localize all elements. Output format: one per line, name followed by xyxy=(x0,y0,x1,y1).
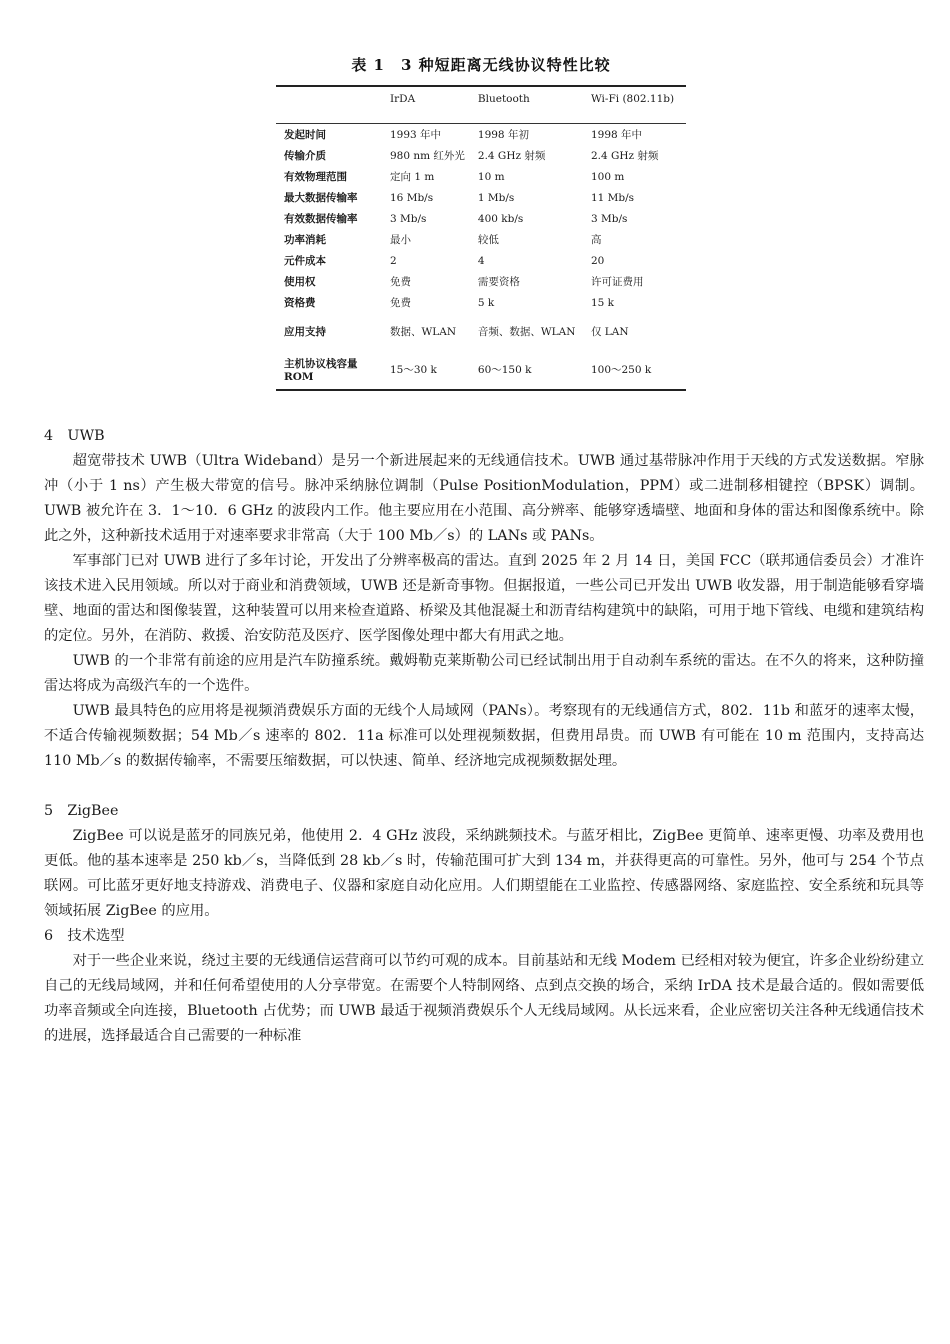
row-label: 功率消耗 xyxy=(284,234,326,246)
table-cell: 1993 年中 xyxy=(390,129,442,141)
table-row xyxy=(276,292,686,313)
row-label: 主机协议栈容量 ROM xyxy=(284,357,358,383)
table-row xyxy=(276,208,686,229)
comparison-table-figure xyxy=(276,46,686,391)
paragraph: UWB 最具特色的应用将是视频消费娱乐方面的无线个人局域网（PANs）。考察现有的无线通信方式，802．11b 和蓝牙的速率太慢，不适合传输视频数据；54 Mb／s 速率的 802．11a 标准可以处理视频数据，但费用昂贵。而 UWB 有可能在 10 m 范围内，支持高达 110 Mb／s 的数据传输率，不需要压缩数据，可以快速、简单、经济地完成视频数据处理。 xyxy=(44,703,924,769)
table-cell: 400 kb/s xyxy=(477,212,524,225)
table-title: 表 1 3 种短距离无线协议特性比较 xyxy=(351,56,611,74)
table-cell: 60～150 k xyxy=(477,363,532,376)
row-label: 使用权 xyxy=(284,276,316,288)
article-body xyxy=(44,424,924,1049)
paragraph: 超宽带技术 UWB（Ultra Wideband）是另一个新进展起来的无线通信技术。UWB 通过基带脉冲作用于天线的方式发送数据。窄脉冲（小于 1 ns）产生极大带宽的信号。脉冲采纳脉位调制（Pulse PositionModulation，PPM）或二进制移相键控（BPSK）调制。UWB 被允许在 3．1～10．6 GHz 的波段内工作。他主要应用在小范围、高分辨率、能够穿透墙壁、地面和身体的雷达和图像系统中。除此之外，这种新技术适用于对速率要求非常高（大于 100 Mb／s）的 LANs 或 PANs。 xyxy=(44,453,924,544)
paragraph: 对于一些企业来说，绕过主要的无线通信运营商可以节约可观的成本。目前基站和无线 Modem 已经相对较为便宜，许多企业纷纷建立自己的无线局域网，并和任何希望使用的人分享带宽。在需要个人特制网络、点到点交换的场合，采纳 IrDA 技术是最合适的。假如需要低功率音频或全向连接，Bluetooth 占优势；而 UWB 最适于视频消费娱乐个人无线局域网。从长远来看，企业应密切关注各种无线通信技术的进展，选择最适合自己需要的一种标准 xyxy=(44,953,924,1044)
paragraph: 军事部门已对 UWB 进行了多年讨论，开发出了分辨率极高的雷达。直到 2025 年 2 月 14 日，美国 FCC（联邦通信委员会）才准许该技术进入民用领域。所以对于商业和消费领域，UWB 还是新奇事物。但据报道，一些公司已开发出 UWB 收发器，用于制造能够看穿墙壁、地面的雷达和图像装置，这种装置可以用来检查道路、桥梁及其他混凝土和沥青结构建筑中的缺陷，可用于地下管线、电缆和建筑结构的定位。另外，在消防、救援、治安防范及医疗、医学图像处理中都大有用武之地。 xyxy=(44,553,924,644)
header-cell xyxy=(276,86,388,124)
table-row xyxy=(276,313,686,349)
table-row xyxy=(276,271,686,292)
header-cell: IrDA xyxy=(388,86,476,124)
table-cell: 15～30 k xyxy=(390,363,437,376)
table-cell: 免费 xyxy=(390,297,411,309)
table-cell: 20 xyxy=(590,254,605,267)
table-cell: 2.4 GHz 射频 xyxy=(590,150,659,162)
table-cell: 定向 1 m xyxy=(390,171,435,183)
table-cell: 11 Mb/s xyxy=(590,191,635,204)
row-label: 资格费 xyxy=(284,297,316,309)
table-cell: 3 Mb/s xyxy=(390,212,427,225)
comparison-table xyxy=(276,85,686,391)
row-label: 应用支持 xyxy=(284,325,326,338)
table-cell: 需要资格 xyxy=(477,276,520,288)
table-cell: 2 xyxy=(390,254,397,267)
table-cell: 1 Mb/s xyxy=(477,191,515,204)
table-row xyxy=(276,187,686,208)
table-cell: 4 xyxy=(477,254,485,267)
table-cell: 最小 xyxy=(390,234,411,246)
table-cell: 15 k xyxy=(590,296,615,309)
table-header-row xyxy=(276,86,686,124)
table-row xyxy=(276,250,686,271)
row-label: 有效数据传输率 xyxy=(284,213,358,225)
section-spacer xyxy=(44,774,924,799)
table-cell: 100～250 k xyxy=(590,363,652,376)
table-cell: 高 xyxy=(590,234,602,246)
table-cell: 1998 年初 xyxy=(477,129,529,141)
table-row xyxy=(276,124,686,146)
table-cell: 2.4 GHz 射频 xyxy=(477,150,546,162)
table-row xyxy=(276,145,686,166)
section-heading-zigbee: 5 ZigBee xyxy=(44,803,119,819)
table-cell: 5 k xyxy=(477,296,495,309)
table-cell: 1998 年中 xyxy=(590,129,643,141)
section-heading-selection: 6 技术选型 xyxy=(44,928,125,944)
table-cell: 仅 LAN xyxy=(590,325,629,338)
table-cell: 免费 xyxy=(390,276,411,288)
table-cell: 3 Mb/s xyxy=(590,212,628,225)
row-label: 发起时间 xyxy=(284,129,326,141)
table-cell: 16 Mb/s xyxy=(390,191,434,204)
table-cell: 较低 xyxy=(477,234,499,246)
header-cell: Bluetooth xyxy=(476,86,589,124)
table-cell: 音频、数据、WLAN xyxy=(477,325,576,338)
table-cell: 980 nm 红外光 xyxy=(390,150,465,162)
paragraph: UWB 的一个非常有前途的应用是汽车防撞系统。戴姆勒克莱斯勒公司已经试制出用于自动刹车系统的雷达。在不久的将来，这种防撞雷达将成为高级汽车的一个选件。 xyxy=(44,653,924,694)
header-cell: Wi-Fi (802.11b) xyxy=(589,86,686,124)
section-heading-uwb: 4 UWB xyxy=(44,428,105,444)
paragraph: ZigBee 可以说是蓝牙的同族兄弟，他使用 2．4 GHz 波段，采纳跳频技术。与蓝牙相比，ZigBee 更简单、速率更慢、功率及费用也更低。他的基本速率是 250 kb／s，当降低到 28 kb／s 时，传输范围可扩大到 134 m，并获得更高的可靠性。另外，他可与 254 个节点联网。可比蓝牙更好地支持游戏、消费电子、仪器和家庭自动化应用。人们期望能在工业监控、传感器网络、家庭监控、安全系统和玩具等领域拓展 ZigBee 的应用。 xyxy=(44,828,924,919)
table-cell: 许可证费用 xyxy=(590,276,644,288)
table-cell: 10 m xyxy=(477,170,505,183)
row-label: 有效物理范围 xyxy=(284,171,347,183)
table-row xyxy=(276,229,686,250)
table-cell: 数据、WLAN xyxy=(390,325,457,338)
row-label: 最大数据传输率 xyxy=(284,192,358,204)
table-cell: 100 m xyxy=(590,170,625,183)
row-label: 元件成本 xyxy=(284,255,326,267)
table-row xyxy=(276,166,686,187)
table-row xyxy=(276,349,686,390)
row-label: 传输介质 xyxy=(284,150,326,162)
